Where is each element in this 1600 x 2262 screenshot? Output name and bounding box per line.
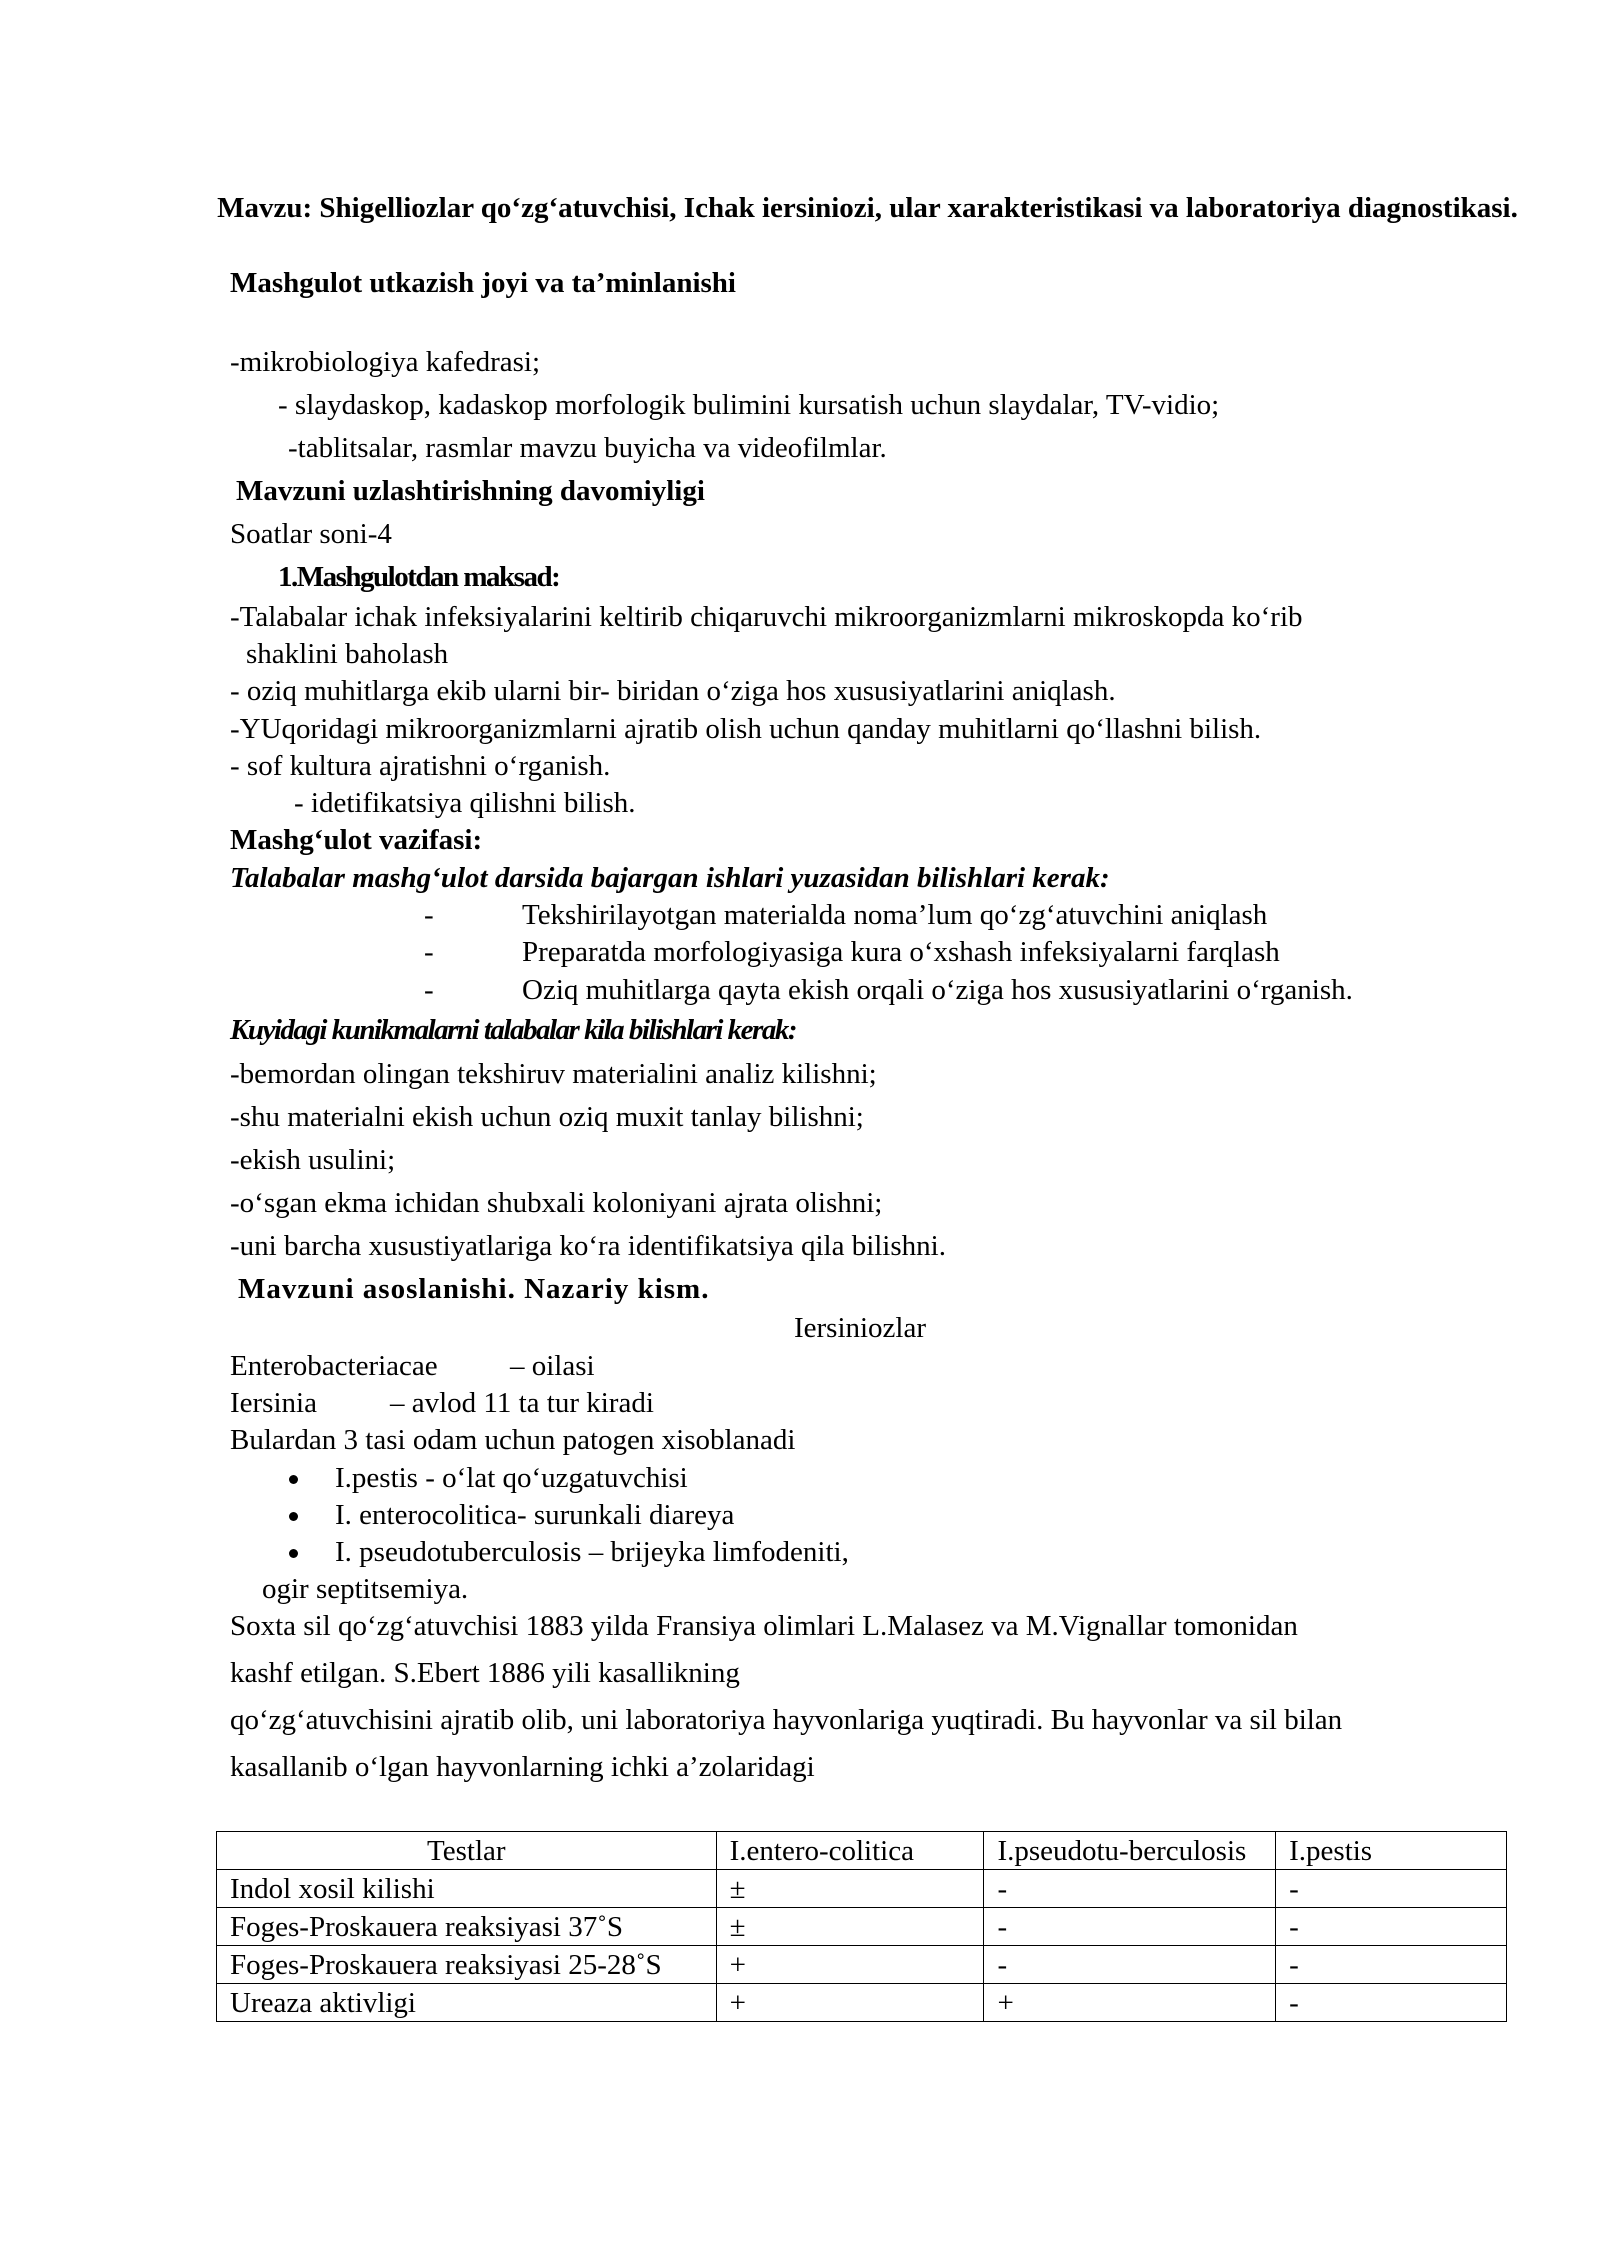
history-line: qo‘zg‘atuvchisini ajratib olib, uni laboratoriya hayvonlariga yuqtiradi. Bu hayvonlar va sil bilan	[230, 1704, 1343, 1736]
pathogen-continuation: ogir septitsemiya.	[262, 1573, 469, 1605]
place-item: -tablitsalar, rasmlar mavzu buyicha va videofilmlar.	[288, 432, 887, 464]
task-heading: Mashg‘ulot vazifasi:	[230, 824, 483, 856]
table-header-text: I.pseudotu-berculosis	[997, 1835, 1247, 1867]
table-row	[217, 1984, 1507, 2022]
hours-text: Soatlar soni-4	[230, 518, 392, 550]
goal-item: shaklini baholash	[246, 638, 449, 670]
skill-item: -o‘sgan ekma ichidan shubxali koloniyani ajrata olishni;	[230, 1187, 883, 1219]
task-item: Oziq muhitlarga qayta ekish orqali o‘ziga hos xususiyatlarini o‘rganish.	[522, 974, 1353, 1006]
bullet-icon	[289, 1512, 298, 1521]
pathogen-item: I. pseudotuberculosis – brijeyka limfodeniti,	[335, 1536, 849, 1568]
table-cell: Ureaza aktivligi	[217, 1984, 717, 2022]
theory-heading: Mavzuni asoslanishi. Nazariy kism.	[238, 1273, 710, 1305]
table-header-cell: I.entero-colitica	[716, 1832, 984, 1870]
goal-item: - idetifikatsiya qilishni bilish.	[294, 787, 636, 819]
table-cell: ±	[716, 1870, 984, 1908]
goal-item: - oziq muhitlarga ekib ularni bir- biridan o‘ziga hos xususiyatlarini aniqlash.	[230, 675, 1116, 707]
pathogen-item: I. enterocolitica- surunkali diareya	[335, 1499, 735, 1531]
table-cell: Indol xosil kilishi	[217, 1870, 717, 1908]
place-item: - slaydaskop, kadaskop morfologik bulimini kursatish uchun slaydalar, TV-vidio;	[278, 389, 1220, 421]
table-cell: Foges-Proskauera reaksiyasi 37˚S	[217, 1908, 717, 1946]
document-title: Mavzu: Shigelliozlar qo‘zg‘atuvchisi, Ichak iersiniozi, ular xarakteristikasi va laboratoriya diagnostikasi.	[217, 192, 1518, 224]
task-dash: -	[424, 936, 434, 968]
goal-item: -Talabalar ichak infeksiyalarini keltirib chiqaruvchi mikroorganizmlarni mikroskopda ko‘rib	[230, 601, 1303, 633]
table-cell: +	[984, 1984, 1276, 2022]
table-row	[217, 1946, 1507, 1984]
task-dash: -	[424, 974, 434, 1006]
task-dash: -	[424, 899, 434, 931]
place-heading: Mashgulot utkazish joyi va ta’minlanishi	[230, 267, 736, 299]
family-name: Enterobacteriacae	[230, 1350, 438, 1382]
genus-name: Iersinia	[230, 1387, 317, 1419]
history-line: kashf etilgan. S.Ebert 1886 yili kasallikning	[230, 1657, 740, 1689]
table-header-cell: Testlar	[217, 1832, 717, 1870]
pathogen-intro: Bulardan 3 tasi odam uchun patogen xisoblanadi	[230, 1424, 796, 1456]
table-cell: ±	[716, 1908, 984, 1946]
section-title: Iersiniozlar	[793, 1312, 927, 1344]
task-item: Tekshirilayotgan materialda noma’lum qo‘zg‘atuvchini aniqlash	[522, 899, 1268, 931]
goal-item: -YUqoridagi mikroorganizmlarni ajratib olish uchun qanday muhitlarni qo‘llashni bilish.	[230, 713, 1262, 745]
duration-heading: Mavzuni uzlashtirishning davomiyligi	[236, 475, 705, 507]
goal-item: - sof kultura ajratishni o‘rganish.	[230, 750, 611, 782]
table-cell: -	[1276, 1984, 1507, 2022]
table-cell: -	[1276, 1870, 1507, 1908]
table-row	[217, 1870, 1507, 1908]
task-item: Preparatda morfologiyasiga kura o‘xshash infeksiyalarni farqlash	[522, 936, 1280, 968]
goal-heading: 1.Mashgulotdan maksad:	[278, 561, 560, 593]
table-cell: Foges-Proskauera reaksiyasi 25-28˚S	[217, 1946, 717, 1984]
table-row	[217, 1908, 1507, 1946]
table-cell: -	[1276, 1908, 1507, 1946]
table-cell: -	[984, 1908, 1276, 1946]
bullet-icon	[289, 1549, 298, 1558]
place-item: -mikrobiologiya kafedrasi;	[230, 346, 541, 378]
table-cell: -	[984, 1870, 1276, 1908]
bullet-icon	[289, 1475, 298, 1484]
table-cell: -	[984, 1946, 1276, 1984]
table-header-row	[217, 1832, 1507, 1870]
skill-item: -uni barcha xusustiyatlariga ko‘ra identifikatsiya qila bilishni.	[230, 1230, 946, 1262]
history-line: kasallanib o‘lgan hayvonlarning ichki a’zolaridagi	[230, 1751, 815, 1783]
skill-item: -bemordan olingan tekshiruv materialini analiz kilishni;	[230, 1058, 877, 1090]
table-cell: +	[716, 1984, 984, 2022]
skills-heading: Kuyidagi kunikmalarni talabalar kila bilishlari kerak:	[230, 1014, 796, 1046]
skill-item: -shu materialni ekish uchun oziq muxit tanlay bilishni;	[230, 1101, 864, 1133]
table-header-cell: I.pestis	[1276, 1832, 1507, 1870]
genus-text: – avlod 11 ta tur kiradi	[390, 1387, 654, 1419]
tests-table	[216, 1831, 1507, 2022]
pathogen-item: I.pestis - o‘lat qo‘uzgatuvchisi	[335, 1462, 688, 1494]
task-subheading: Talabalar mashg‘ulot darsida bajargan ishlari yuzasidan bilishlari kerak:	[230, 862, 1110, 894]
table-cell: +	[716, 1946, 984, 1984]
table-header-cell	[984, 1832, 1276, 1870]
history-line: Soxta sil qo‘zg‘atuvchisi 1883 yilda Fransiya olimlari L.Malasez va M.Vignallar tomonidan	[230, 1610, 1298, 1642]
skill-item: -ekish usulini;	[230, 1144, 396, 1176]
family-text: – oilasi	[510, 1350, 595, 1382]
table-cell: -	[1276, 1946, 1507, 1984]
